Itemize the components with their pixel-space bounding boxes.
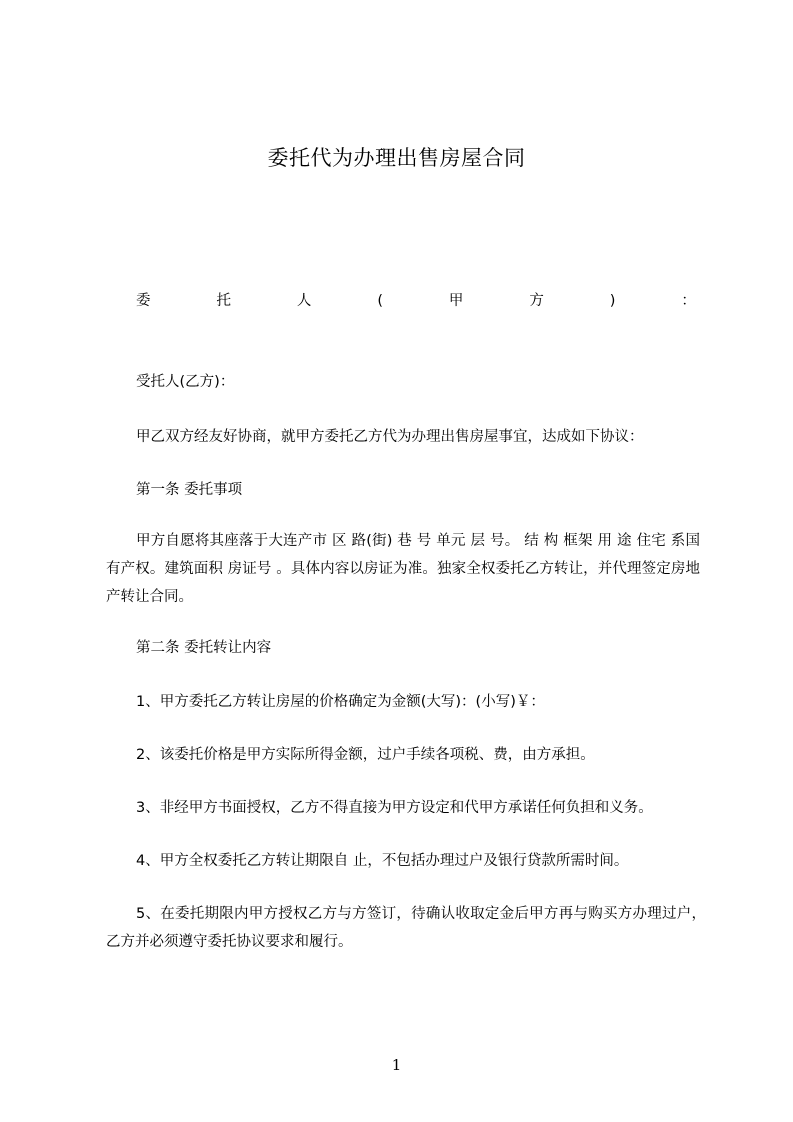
article-2-heading: 第二条 委托转让内容: [136, 640, 272, 656]
principal-char: 托: [216, 293, 231, 309]
principal-char: 委: [136, 293, 151, 309]
page-number: 1: [391, 1056, 402, 1074]
principal-char: ：: [681, 293, 696, 309]
clause-4: 4、甲方全权委托乙方转让期限自 止，不包括办理过户及银行贷款所需时间。: [136, 853, 629, 869]
clause-2: 2、该委托价格是甲方实际所得金额，过户手续各项税、费，由方承担。: [136, 747, 595, 763]
article-1-body: 甲方自愿将其座落于大连产市 区 路(街) 巷 号 单元 层 号。 结 构 框架 用 途 住宅 系国有产权。建筑面积 房证号 。具体内容以房证为准。独家全权委托乙方转让，并代理签定房地产转让合同。: [106, 533, 700, 605]
agent-line: 受托人(乙方)：: [136, 374, 235, 390]
article-1-heading: 第一条 委托事项: [136, 482, 243, 498]
clause-3: 3、非经甲方书面授权，乙方不得直接为甲方设定和代甲方承诺任何负担和义务。: [136, 800, 653, 816]
clause-5: 5、在委托期限内甲方授权乙方与方签订，待确认收取定金后甲方再与购买方办理过户，乙方并必须遵守委托协议要求和履行。: [106, 906, 706, 950]
intro-paragraph: 甲乙双方经友好协商，就甲方委托乙方代为办理出售房屋事宜，达成如下协议：: [136, 429, 644, 445]
principal-char: (: [377, 293, 383, 309]
principal-char: 人: [296, 293, 312, 309]
principal-char: ): [609, 293, 616, 309]
principal-line: [136, 287, 696, 315]
clause-1: 1、甲方委托乙方转让房屋的价格确定为金额(大写)：(小写)￥：: [136, 694, 545, 710]
principal-char: 方: [529, 293, 544, 309]
principal-char: 甲: [448, 293, 464, 309]
document-title: 委托代为办理出售房屋合同: [267, 146, 526, 170]
